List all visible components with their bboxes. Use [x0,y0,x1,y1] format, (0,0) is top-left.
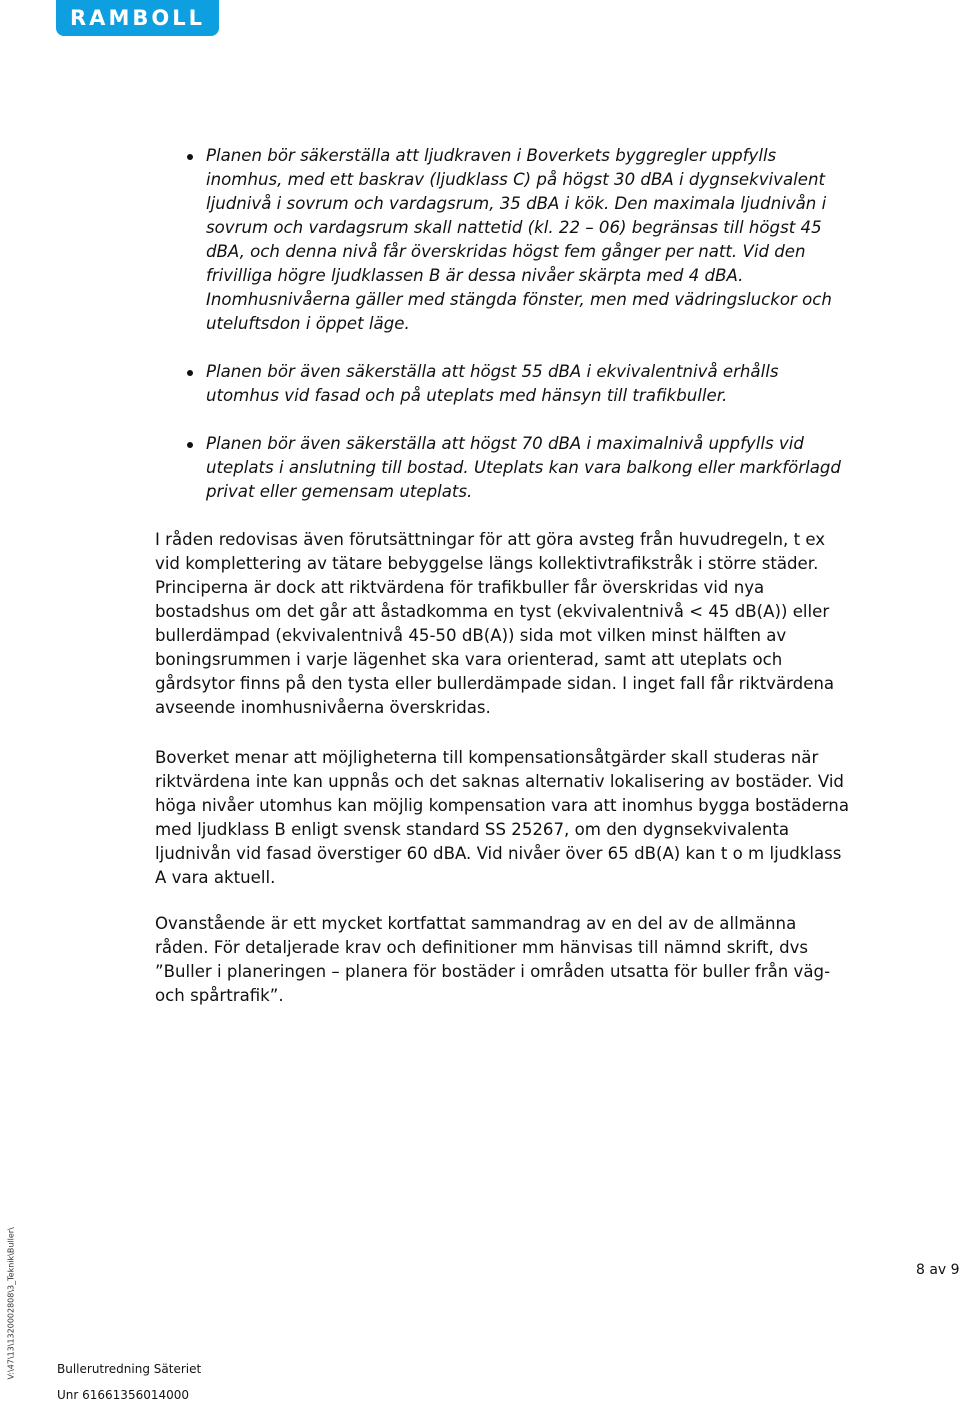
bullet-text: Planen bör även säkerställa att högst 55 dBA i ekvivalentnivå erhålls utomhus vid fasad och på uteplats med hänsyn till trafikbuller. [206,362,779,405]
footer-title: Bullerutredning Säteriet [57,1362,202,1376]
bullet-dot-icon [187,370,193,376]
page-number: 8 av 9 [916,1262,960,1278]
list-item [178,144,843,336]
list-item [178,360,843,408]
ramboll-logo: RAMBOLL [56,0,219,36]
requirements-list [178,144,843,528]
body-paragraph: Ovanstående är ett mycket kortfattat sammandrag av en del av de allmänna råden. För detaljerade krav och definitioner mm hänvisas till nämnd skrift, dvs ”Buller i planeringen – planera för bostäder i områden utsatta för buller från väg- och spårtrafik”. [155,914,831,1005]
bullet-text: Planen bör även säkerställa att högst 70 dBA i maximalnivå uppfylls vid uteplats i anslutning till bostad. Uteplats kan vara balkong eller markförlagd privat eller gemensam uteplats. [206,434,841,501]
file-path-margin: V:\47\13\1320002808\3_Teknik\Buller\ [6,1227,16,1380]
bullet-dot-icon [187,442,193,448]
bullet-dot-icon [187,154,193,160]
list-item [178,432,843,504]
footer-unr: Unr 61661356014000 [57,1388,190,1402]
bullet-text: Planen bör säkerställa att ljudkraven i Boverkets byggregler uppfylls inomhus, med ett baskrav (ljudklass C) på högst 30 dBA i dygnsekvivalent ljudnivå i sovrum och vardagsrum, 35 dBA i kök. Den maximala ljudnivån i sovrum och vardagsrum skall nattetid (kl. 22 – 06) begränsas till högst 45 dBA, och denna nivå får överskridas högst fem gånger per natt. Vid den frivilliga högre ljudklassen B är dessa nivåer skärpta med 4 dBA. Inomhusnivåerna gäller med stängda fönster, men med vädringsluckor och uteluftsdon i öppet läge. [206,146,832,333]
body-paragraph: Boverket menar att möjligheterna till kompensationsåtgärder skall studeras när riktvärdena inte kan uppnås och det saknas alternativ lokalisering av bostäder. Vid höga nivåer utomhus kan möjlig kompensation vara att inomhus bygga bostäderna med ljudklass B enligt svensk standard SS 25267, om den dygnsekvivalenta ljudnivån vid fasad överstiger 60 dBA. Vid nivåer över 65 dB(A) kan t o m ljudklass A vara aktuell. [155,748,849,887]
body-paragraph: I råden redovisas även förutsättningar för att göra avsteg från huvudregeln, t ex vid komplettering av tätare bebyggelse längs kollektivtrafikstråk i större städer. Principerna är dock att riktvärdena för trafikbuller får överskridas vid nya bostadshus om det går att åstadkomma en tyst (ekvivalentnivå < 45 dB(A)) eller bullerdämpad (ekvivalentnivå 45-50 dB(A)) sida mot vilken minst hälften av boningsrummen i varje lägenhet ska vara orienterad, samt att uteplats och gårdsytor finns på den tysta eller bullerdämpade sidan. I inget fall får riktvärdena avseende inomhusnivåerna överskridas. [155,530,835,717]
